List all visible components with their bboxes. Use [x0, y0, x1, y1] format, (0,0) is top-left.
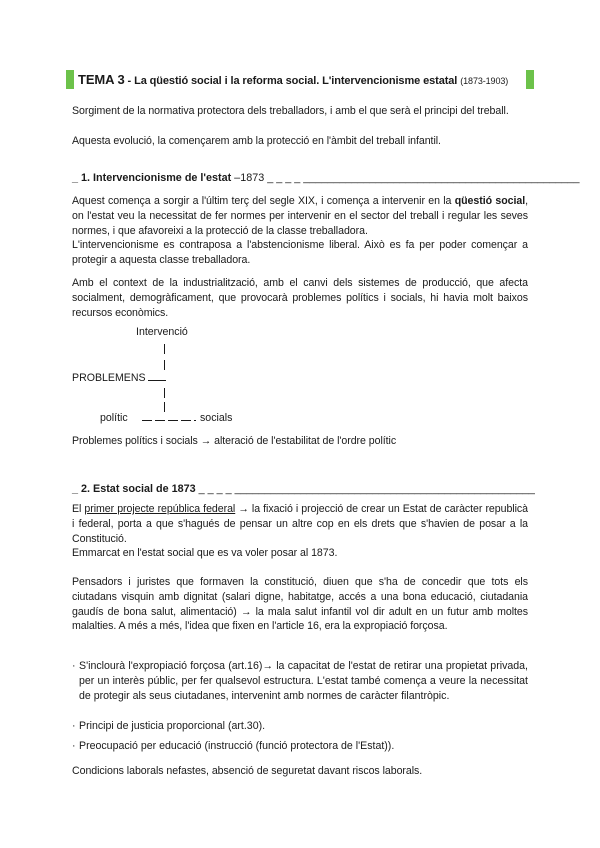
section-1-paragraph-1	[72, 194, 528, 238]
problems-diagram	[72, 326, 292, 430]
s2p1-pre: El	[72, 503, 85, 515]
section-1-tail: –1873 _ _ _ _ ______________________________________________	[231, 172, 580, 184]
title-right-marker	[526, 70, 534, 89]
diagram-connector	[164, 402, 165, 412]
section-1-title: _ 1. Intervencionisme de l'estat	[72, 172, 232, 184]
list-item	[72, 659, 528, 703]
section-2-title: _ 2. Estat social de 1873	[72, 483, 196, 495]
section-1-conclusion: Problemes polítics i socials → alteració de l'estabilitat de l'ordre polític	[72, 435, 397, 447]
section-1-paragraph-3: Amb el context de la industrialització, amb el canvi dels sistemes de producció, que afecta socialment, demogràficament, que provocarà problemes polítics i socials, hi havia molt baixos recursos econòmics.	[72, 277, 528, 319]
s2p1-underlined: primer projecte república federal	[84, 503, 236, 515]
diagram-bottom-right-label: socials	[200, 412, 233, 424]
section-1-heading	[72, 172, 580, 184]
section-2-closing: Condicions laborals nefastes, absenció de seguretat davant riscos laborals.	[72, 765, 423, 777]
section-2-tail: _ _ _ _ __________________________________________________	[195, 483, 535, 495]
diagram-left-label: PROBLEMENS	[72, 372, 146, 384]
intro-paragraph-1: Sorgiment de la normativa protectora dels treballadors, i amb el que serà el principi del treball.	[72, 105, 509, 117]
list-item	[72, 719, 528, 734]
s2p1-post: → la fixació i projecció de crear un Estat de caràcter republicà i federal, porta a que s'hagués de pensar un altre cop en els drets que s'havien de posar a la Constitució.	[72, 503, 528, 545]
diagram-connector	[142, 420, 196, 421]
s1p1-pre: Aquest comença a sorgir a l'últim terç del segle XIX, i comença a intervenir en la	[72, 195, 455, 207]
section-1-paragraph-2: L'intervencionisme es contraposa a l'abstencionisme liberal. Això es fa per poder començar a protegir a aquesta classe treballadora.	[72, 239, 528, 266]
title-years: (1873-1903)	[460, 76, 509, 86]
title-bar	[66, 70, 534, 89]
section-2-paragraph-3: Pensadors i juristes que formaven la constitució, diuen que s'ha de concedir que tots els ciutadans visquin amb dignitat (salari digne, habitatge, accés a una bona educació, ciutadania gaudís de bona salut, alimentació) → la mala salut infantil vol dir adult en un futur amb moltes malalties. A més a més, l'idea que fixen en l'article 16, era la expropiació forçosa.	[72, 576, 528, 633]
section-2-paragraph-2: Emmarcat en l'estat social que es va voler posar al 1873.	[72, 547, 338, 559]
diagram-bottom-left-label: polític	[100, 412, 128, 424]
diagram-connector	[148, 380, 166, 381]
list-item-text: Preocupació per educació (instrucció (funció protectora de l'Estat)).	[79, 740, 395, 752]
diagram-connector	[164, 344, 165, 354]
title-sep: -	[124, 75, 135, 87]
title-main: La qüestió social i la reforma social. L'intervencionisme estatal	[134, 75, 458, 87]
bullet: ·	[72, 660, 76, 672]
list-item	[72, 739, 528, 754]
bullet: ·	[72, 720, 76, 732]
section-2-paragraph-1	[72, 502, 528, 546]
list-item-text: S'inclourà l'expropiació forçosa (art.16)→ la capacitat de l'estat de retirar una propietat privada, per un interès públic, per fer qualsevol estructura. L'estat també comença a veure la necessitat de protegir als seus ciutadanes, intervenint amb normes de caràcter filantròpic.	[79, 660, 528, 702]
intro-paragraph-2: Aquesta evolució, la començarem amb la protecció en l'àmbit del treball infantil.	[72, 135, 441, 147]
diagram-top-label: Intervenció	[136, 326, 188, 338]
diagram-connector	[164, 388, 165, 398]
document-title	[78, 72, 508, 87]
title-left-marker	[66, 70, 74, 89]
diagram-connector	[164, 360, 165, 370]
s1p1-bold: qüestió social	[454, 195, 526, 207]
bullet: ·	[72, 740, 76, 752]
title-tema: TEMA 3	[78, 72, 125, 87]
list-item-text: Principi de justicia proporcional (art.30).	[79, 720, 266, 732]
s1p1-post: , on l'estat veu la necessitat de fer normes per intervenir en el sector del treball i regular les seves normes, i que afavoreixi a la protecció de la classe treballadora.	[72, 195, 528, 237]
section-2-heading	[72, 483, 535, 495]
